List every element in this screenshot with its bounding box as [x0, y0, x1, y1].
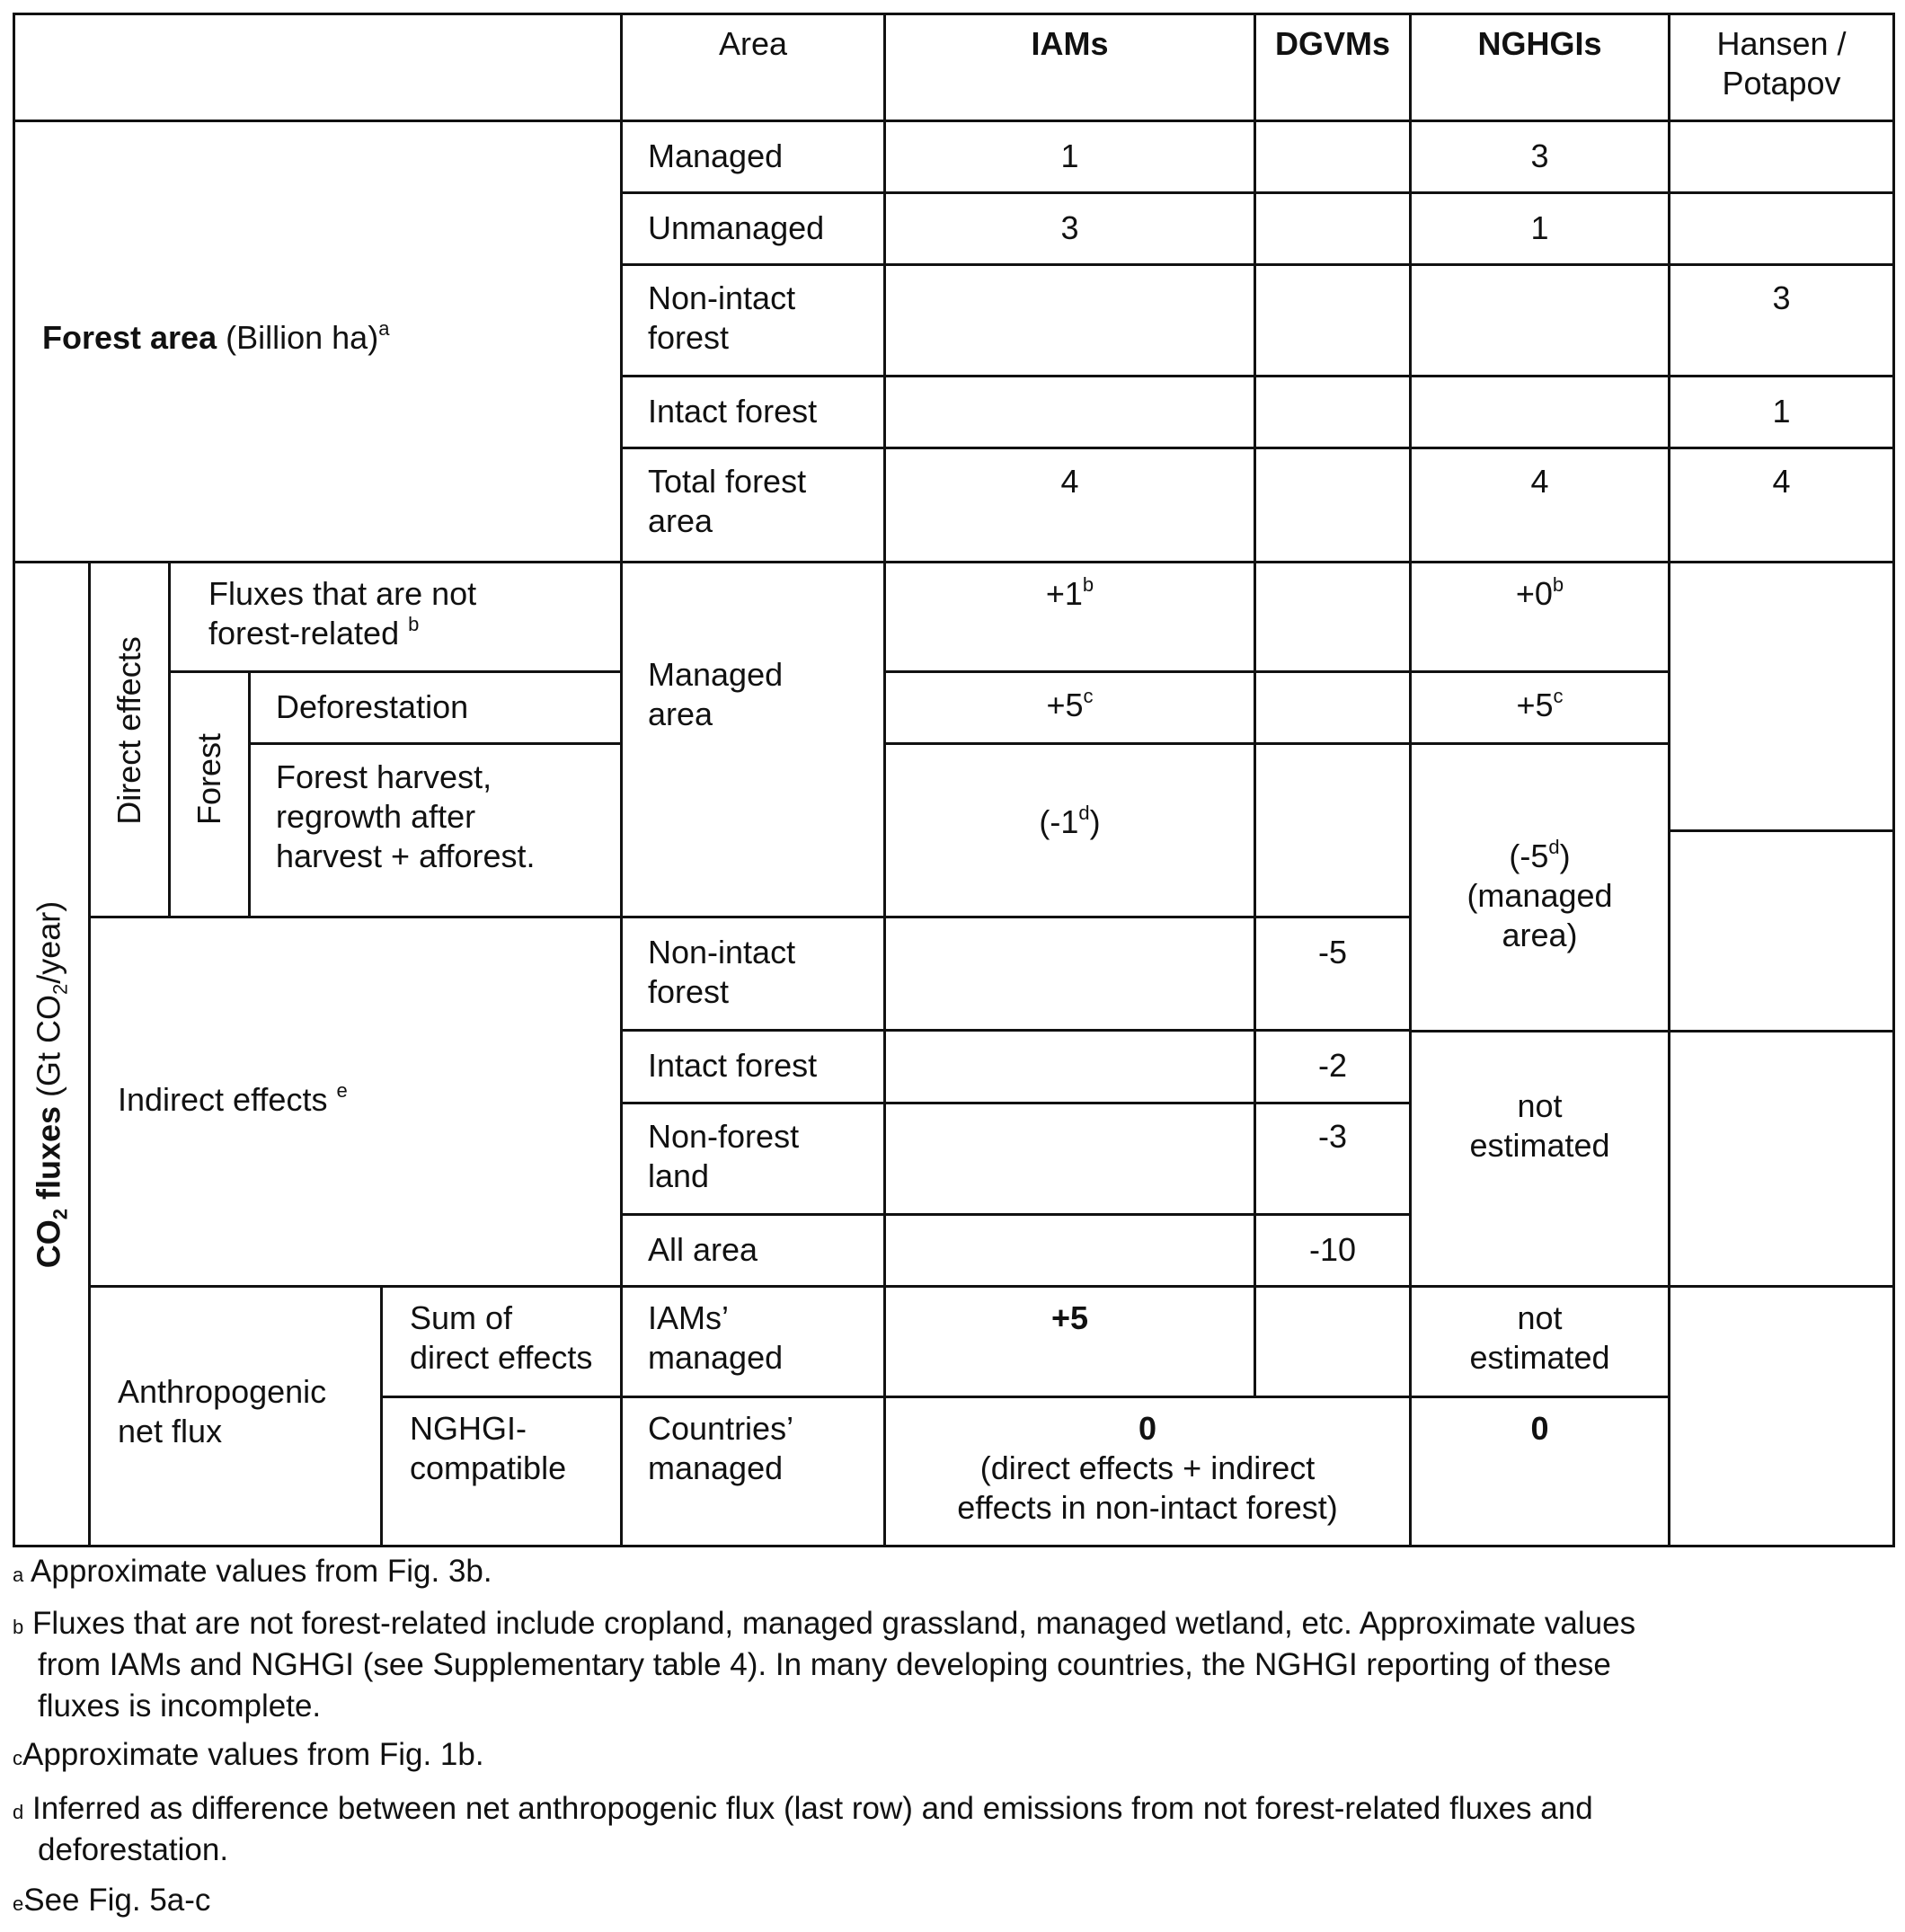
footnote-text: fluxes is incomplete.	[38, 1688, 322, 1724]
nghgis-cell	[1409, 375, 1670, 449]
dgvms-cell	[1254, 670, 1412, 745]
iams-cell	[883, 1285, 1256, 1398]
deforestation-cell	[248, 670, 623, 745]
iams-cell	[883, 742, 1256, 918]
area-label: forest	[648, 973, 730, 1010]
hansen-cell	[1668, 561, 1895, 832]
area-label: Managed	[648, 656, 784, 693]
value: 0	[1530, 1410, 1549, 1447]
value-note: effects in non-intact forest)	[957, 1489, 1338, 1526]
anthropogenic-label: net flux	[118, 1413, 223, 1449]
row-label	[208, 614, 419, 653]
value: 4	[1060, 463, 1079, 500]
forest-area-title: Forest area	[42, 319, 217, 356]
value-note: area)	[1502, 917, 1578, 953]
header-area-label: Area	[718, 25, 788, 62]
value: 4	[1772, 463, 1791, 500]
area-label: area	[648, 696, 713, 732]
dgvms-cell	[1254, 375, 1412, 449]
row-label: NGHGI-	[410, 1410, 527, 1447]
header-dgvms-label: DGVMs	[1274, 25, 1391, 62]
area-label: Total forest	[648, 463, 807, 500]
hansen-cell	[1668, 120, 1895, 194]
value-text: +5	[1046, 687, 1084, 723]
direct-effects-label: Direct effects	[111, 636, 147, 825]
value: -10	[1308, 1231, 1357, 1268]
direct-effects-label-cell	[88, 561, 171, 918]
area-label: Intact forest	[648, 1047, 818, 1084]
dgvms-cell	[1254, 742, 1412, 918]
area-cell-intact	[620, 375, 886, 449]
iams-cell	[883, 263, 1256, 377]
dgvms-cell	[1254, 916, 1412, 1032]
value	[1412, 837, 1668, 876]
row-label: direct effects	[410, 1339, 593, 1376]
footnote-mark: d	[13, 1801, 24, 1823]
header-nghgis	[1409, 13, 1670, 122]
area-cell-intact	[620, 1029, 886, 1104]
header-hansen	[1668, 13, 1895, 122]
forest-harvest-cell	[248, 742, 623, 918]
area-label: IAMs’	[648, 1299, 729, 1336]
nghgis-cell	[1409, 1396, 1670, 1547]
dgvms-cell	[1254, 1285, 1412, 1398]
value: -2	[1317, 1047, 1347, 1084]
dgvms-cell	[1254, 120, 1412, 194]
header-hansen-line2: Potapov	[1722, 65, 1841, 102]
dgvms-cell	[1254, 1029, 1412, 1104]
nghgis-not-estimated-cell	[1409, 1030, 1670, 1288]
area-cell-countries-managed	[620, 1396, 886, 1547]
value	[1412, 686, 1668, 725]
row-label: Forest harvest,	[276, 758, 492, 795]
nghgis-cell	[1409, 263, 1670, 377]
fluxes-label-part: fluxes	[30, 1105, 67, 1210]
header-corner-cell	[13, 13, 623, 122]
area-cell-total	[620, 447, 886, 563]
area-label: Non-intact	[648, 279, 796, 316]
header-hansen-line1: Hansen /	[1716, 25, 1847, 62]
row-label: Deforestation	[276, 688, 469, 725]
value: 3	[1530, 137, 1549, 174]
hansen-cell	[1668, 829, 1895, 1032]
value-text: )	[1559, 837, 1571, 874]
footnote-b	[13, 1603, 1864, 1727]
value: 1	[1530, 209, 1549, 246]
value: 1	[1060, 137, 1079, 174]
co2-label-part: CO	[30, 1219, 67, 1269]
value	[886, 686, 1254, 725]
footnote-c	[13, 1734, 1864, 1776]
value-note: (direct effects + indirect	[979, 1449, 1316, 1486]
footnote-ref-d: d	[1548, 836, 1560, 858]
row-label-text: forest-related	[208, 615, 409, 651]
value-note: (managed	[1466, 877, 1613, 914]
area-label: managed	[648, 1449, 784, 1486]
forest-area-unit: (Billion ha)	[217, 319, 379, 356]
area-label: Non-forest	[648, 1118, 800, 1155]
row-label: Fluxes that are not	[208, 575, 477, 612]
nghgis-cell	[1409, 120, 1670, 194]
indirect-effects-text: Indirect effects	[118, 1081, 337, 1118]
area-cell-unmanaged	[620, 191, 886, 266]
forest-area-label	[42, 318, 389, 358]
co2-fluxes-label-cell	[13, 561, 91, 1547]
area-label: Countries’	[648, 1410, 794, 1447]
area-cell-all	[620, 1213, 886, 1288]
footnote-text: deforestation.	[38, 1832, 229, 1867]
nghgis-cell	[1409, 670, 1670, 745]
value: 3	[1060, 209, 1079, 246]
iams-cell	[883, 1102, 1256, 1216]
area-label: Non-intact	[648, 934, 796, 970]
nghgis-cell	[1409, 191, 1670, 266]
value: not	[1517, 1087, 1563, 1124]
iams-cell	[883, 375, 1256, 449]
area-cell-non-forest	[620, 1102, 886, 1216]
co2-subscript: 2	[49, 983, 72, 995]
footnote-ref-b: b	[408, 613, 420, 635]
iams-cell	[883, 191, 1256, 266]
area-label: area	[648, 502, 713, 539]
value: not	[1517, 1299, 1563, 1336]
iams-cell	[883, 1029, 1256, 1104]
value-text: (-1	[1039, 803, 1079, 840]
header-nghgis-label: NGHGIs	[1477, 25, 1602, 62]
header-iams-label: IAMs	[1031, 25, 1109, 62]
hansen-cell	[1668, 263, 1895, 377]
header-dgvms	[1254, 13, 1412, 122]
iams-cell	[883, 1213, 1256, 1288]
value: 0	[1138, 1410, 1157, 1447]
dgvms-cell	[1254, 263, 1412, 377]
iams-dgvms-merged-cell	[883, 1396, 1412, 1547]
nghgis-cell	[1409, 1285, 1670, 1398]
footnote-e	[13, 1880, 1864, 1921]
row-label: regrowth after	[276, 798, 476, 835]
nghgi-compatible-label-cell	[380, 1396, 623, 1547]
unit-part: (Gt CO	[30, 994, 67, 1106]
indirect-effects-label	[118, 1080, 348, 1120]
area-label: Intact forest	[648, 393, 818, 430]
forest-area-label-cell	[13, 120, 623, 563]
footnote-ref-c: c	[1083, 685, 1094, 707]
hansen-cell	[1668, 1030, 1895, 1288]
footnote-mark: c	[13, 1747, 22, 1769]
hansen-cell	[1668, 1285, 1895, 1547]
managed-area-cell	[620, 561, 886, 918]
area-label: forest	[648, 319, 730, 356]
hansen-cell	[1668, 191, 1895, 266]
footnote-ref-a: a	[378, 317, 390, 340]
not-forest-related-cell	[168, 561, 623, 673]
value: 4	[1530, 463, 1549, 500]
area-cell-iams-managed	[620, 1285, 886, 1398]
value: 3	[1772, 279, 1791, 316]
nghgis-cell	[1409, 447, 1670, 563]
value-text: +0	[1515, 575, 1553, 612]
footnote-a	[13, 1551, 1864, 1592]
area-cell-managed	[620, 120, 886, 194]
dgvms-cell	[1254, 191, 1412, 266]
iams-cell	[883, 916, 1256, 1032]
value: -5	[1317, 934, 1347, 970]
value	[886, 802, 1254, 842]
header-iams	[883, 13, 1256, 122]
value: estimated	[1469, 1339, 1610, 1376]
nghgis-cell	[1409, 561, 1670, 673]
header-area	[620, 13, 886, 122]
row-label: compatible	[410, 1449, 567, 1486]
area-label: Unmanaged	[648, 209, 825, 246]
co2-fluxes-label	[30, 901, 72, 1269]
value-text: )	[1089, 803, 1101, 840]
sum-direct-label-cell	[380, 1285, 623, 1398]
area-label: Managed	[648, 137, 784, 174]
iams-cell	[883, 447, 1256, 563]
area-label: All area	[648, 1231, 758, 1268]
nghgis-combined-cell	[1409, 742, 1670, 1032]
co2-subscript: 2	[49, 1209, 72, 1220]
value: -3	[1317, 1118, 1347, 1155]
value: 1	[1772, 393, 1791, 430]
footnote-mark: b	[13, 1616, 24, 1638]
value-text: +5	[1516, 687, 1554, 723]
footnote-ref-d: d	[1078, 802, 1090, 824]
value-text: (-5	[1509, 837, 1549, 874]
iams-cell	[883, 561, 1256, 673]
footnote-text: Approximate values from Fig. 1b.	[22, 1737, 484, 1772]
footnote-text: Approximate values from Fig. 3b.	[31, 1554, 492, 1589]
forest-label-cell	[168, 670, 251, 918]
area-label: land	[648, 1157, 710, 1194]
footnote-text: See Fig. 5a-c	[23, 1883, 211, 1918]
row-label: Sum of	[410, 1299, 513, 1336]
forest-label: Forest	[190, 732, 227, 826]
value	[1412, 574, 1668, 614]
hansen-cell	[1668, 447, 1895, 563]
footnote-text: Inferred as difference between net anthropogenic flux (last row) and emissions from not forest-related fluxes and	[31, 1791, 1593, 1826]
iams-cell	[883, 120, 1256, 194]
dgvms-cell	[1254, 561, 1412, 673]
footnote-mark: e	[13, 1892, 24, 1915]
footnote-text: from IAMs and NGHGI (see Supplementary table 4). In many developing countries, the NGHGI reporting of these	[38, 1647, 1611, 1682]
area-cell-non-intact	[620, 263, 886, 377]
value: estimated	[1469, 1127, 1610, 1164]
footnote-mark: a	[13, 1564, 24, 1586]
dgvms-cell	[1254, 447, 1412, 563]
anthropogenic-label: Anthropogenic	[118, 1373, 327, 1410]
footnote-ref-c: c	[1553, 685, 1564, 707]
iams-cell	[883, 670, 1256, 745]
hansen-cell	[1668, 375, 1895, 449]
value: +5	[1050, 1299, 1089, 1336]
unit-part-end: /year)	[30, 900, 67, 984]
value	[886, 574, 1254, 614]
footnote-d	[13, 1788, 1864, 1871]
dgvms-cell	[1254, 1102, 1412, 1216]
footnote-ref-e: e	[336, 1079, 348, 1102]
dgvms-cell	[1254, 1213, 1412, 1288]
area-label: managed	[648, 1339, 784, 1376]
footnote-ref-b: b	[1082, 573, 1094, 596]
footnote-ref-b: b	[1552, 573, 1564, 596]
area-cell-non-intact	[620, 916, 886, 1032]
value-text: +1	[1045, 575, 1083, 612]
row-label: harvest + afforest.	[276, 837, 536, 874]
anthropogenic-label-cell	[88, 1285, 383, 1547]
footnote-text: Fluxes that are not forest-related include cropland, managed grassland, managed wetland, etc. Approximate values	[31, 1606, 1636, 1641]
indirect-effects-label-cell	[88, 916, 623, 1288]
